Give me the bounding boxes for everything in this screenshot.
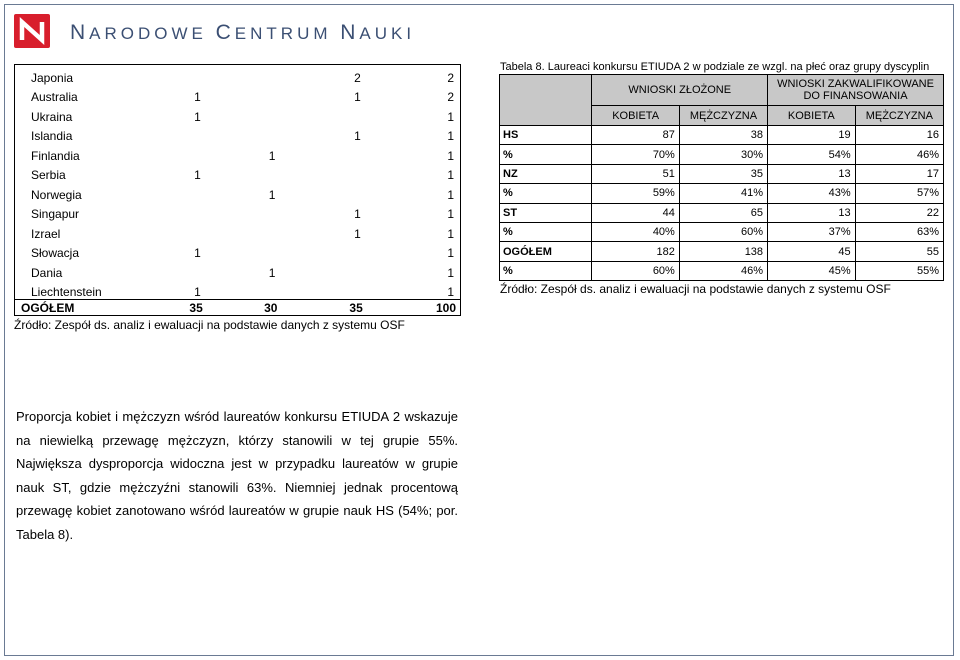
count-cell bbox=[207, 65, 282, 85]
count-cell: 1 bbox=[354, 129, 361, 143]
country-name: Ukraina bbox=[15, 104, 143, 124]
country-name: Singapur bbox=[15, 202, 143, 222]
count-cell: 35 bbox=[281, 300, 366, 316]
count-cell: 1 bbox=[367, 241, 461, 261]
count-cell: 1 bbox=[367, 143, 461, 163]
col-header: MĘŻCZYZNA bbox=[855, 106, 943, 126]
count-cell: 1 bbox=[367, 280, 461, 300]
count-cell bbox=[281, 260, 366, 280]
count-cell: 1 bbox=[367, 182, 461, 202]
count-cell: 35 bbox=[143, 300, 207, 316]
country-name: Australia bbox=[15, 85, 143, 105]
value-cell: 87 bbox=[592, 126, 679, 145]
row-label: % bbox=[500, 184, 592, 203]
count-cell bbox=[207, 221, 282, 241]
count-cell bbox=[143, 221, 207, 241]
value-cell: 70% bbox=[592, 145, 679, 164]
count-cell bbox=[207, 124, 282, 144]
table-row bbox=[15, 85, 461, 105]
total-row bbox=[15, 300, 461, 316]
country-table bbox=[14, 64, 461, 316]
value-cell: 30% bbox=[679, 145, 767, 164]
count-cell bbox=[143, 65, 207, 85]
table-row bbox=[15, 65, 461, 85]
value-cell: 182 bbox=[592, 242, 679, 261]
count-cell: 100 bbox=[367, 300, 461, 316]
value-cell: 22 bbox=[855, 203, 943, 222]
count-cell: 1 bbox=[268, 148, 276, 163]
org-name: NARODOWE CENTRUM NAUKI bbox=[70, 21, 416, 44]
value-cell: 13 bbox=[768, 164, 856, 183]
table-row bbox=[500, 222, 944, 241]
count-cell: 1 bbox=[367, 260, 461, 280]
table-row bbox=[15, 241, 461, 261]
value-cell: 45 bbox=[768, 242, 856, 261]
count-cell bbox=[281, 182, 366, 202]
value-cell: 138 bbox=[679, 242, 767, 261]
count-cell: 1 bbox=[367, 104, 461, 124]
row-label: % bbox=[500, 261, 592, 280]
value-cell: 57% bbox=[855, 184, 943, 203]
value-cell: 51 bbox=[592, 164, 679, 183]
count-cell bbox=[143, 124, 207, 144]
col-header: MĘŻCZYZNA bbox=[679, 106, 767, 126]
table-row bbox=[15, 202, 461, 222]
table-row bbox=[15, 143, 461, 163]
count-cell: 1 bbox=[367, 221, 461, 241]
table-row bbox=[500, 126, 944, 145]
left-source-note: Źródło: Zespół ds. analiz i ewaluacji na podstawie danych z systemu OSF bbox=[14, 318, 405, 332]
count-cell bbox=[207, 104, 282, 124]
value-cell: 13 bbox=[768, 203, 856, 222]
count-cell: 1 bbox=[194, 246, 201, 260]
value-cell: 60% bbox=[679, 222, 767, 241]
table-row bbox=[15, 124, 461, 144]
count-cell: 1 bbox=[354, 90, 361, 104]
table-row bbox=[15, 260, 461, 280]
table-row bbox=[15, 221, 461, 241]
country-name: Japonia bbox=[15, 65, 143, 85]
value-cell: 35 bbox=[679, 164, 767, 183]
table-row bbox=[15, 104, 461, 124]
value-cell: 54% bbox=[768, 145, 856, 164]
country-name: Norwegia bbox=[15, 182, 143, 202]
count-cell: 1 bbox=[268, 187, 276, 202]
table-row bbox=[500, 184, 944, 203]
count-cell bbox=[281, 280, 366, 300]
count-cell bbox=[281, 241, 366, 261]
header bbox=[14, 14, 454, 54]
count-cell: 1 bbox=[354, 207, 361, 221]
value-cell: 46% bbox=[679, 261, 767, 280]
value-cell: 43% bbox=[768, 184, 856, 203]
count-cell: 1 bbox=[194, 168, 201, 182]
table-row bbox=[15, 182, 461, 202]
right-source-note: Źródło: Zespół ds. analiz i ewaluacji na podstawie danych z systemu OSF bbox=[500, 282, 891, 296]
value-cell: 46% bbox=[855, 145, 943, 164]
value-cell: 45% bbox=[768, 261, 856, 280]
country-name: OGÓŁEM bbox=[15, 300, 143, 316]
count-cell bbox=[143, 182, 207, 202]
count-cell bbox=[207, 202, 282, 222]
row-label: NZ bbox=[500, 164, 592, 183]
count-cell: 1 bbox=[268, 265, 276, 280]
table-row bbox=[15, 280, 461, 300]
value-cell: 59% bbox=[592, 184, 679, 203]
country-name: Liechtenstein bbox=[15, 280, 143, 300]
laureates-table bbox=[499, 74, 944, 281]
country-name: Serbia bbox=[15, 163, 143, 183]
count-cell: 1 bbox=[194, 285, 201, 299]
count-cell bbox=[143, 202, 207, 222]
country-name: Słowacja bbox=[15, 241, 143, 261]
country-name: Islandia bbox=[15, 124, 143, 144]
count-cell bbox=[207, 163, 282, 183]
value-cell: 19 bbox=[768, 126, 856, 145]
table-caption: Tabela 8. Laureaci konkursu ETIUDA 2 w podziale ze wzgl. na płeć oraz grupy dyscyplin bbox=[500, 61, 930, 73]
table-row bbox=[500, 242, 944, 261]
country-name: Izrael bbox=[15, 221, 143, 241]
count-cell bbox=[207, 280, 282, 300]
col-header: KOBIETA bbox=[592, 106, 679, 126]
row-label: OGÓŁEM bbox=[500, 242, 592, 261]
value-cell: 17 bbox=[855, 164, 943, 183]
row-label: ST bbox=[500, 203, 592, 222]
value-cell: 44 bbox=[592, 203, 679, 222]
group-header-submitted: WNIOSKI ZŁOŻONE bbox=[592, 75, 768, 106]
ncn-logo-icon bbox=[14, 14, 50, 48]
count-cell: 1 bbox=[194, 109, 201, 124]
country-name: Dania bbox=[15, 260, 143, 280]
value-cell: 63% bbox=[855, 222, 943, 241]
count-cell bbox=[281, 143, 366, 163]
country-name: Finlandia bbox=[15, 143, 143, 163]
count-cell: 1 bbox=[367, 124, 461, 144]
count-cell: 2 bbox=[367, 65, 461, 85]
corner-cell bbox=[500, 75, 592, 126]
group-header-qualified: WNIOSKI ZAKWALIFIKOWANE DO FINANSOWANIA bbox=[768, 75, 944, 106]
value-cell: 65 bbox=[679, 203, 767, 222]
count-cell bbox=[281, 104, 366, 124]
count-cell: 1 bbox=[367, 163, 461, 183]
count-cell bbox=[281, 163, 366, 183]
value-cell: 38 bbox=[679, 126, 767, 145]
value-cell: 55% bbox=[855, 261, 943, 280]
value-cell: 60% bbox=[592, 261, 679, 280]
value-cell: 40% bbox=[592, 222, 679, 241]
count-cell: 1 bbox=[354, 226, 361, 241]
table-row bbox=[500, 261, 944, 280]
value-cell: 55 bbox=[855, 242, 943, 261]
count-cell: 30 bbox=[207, 300, 282, 316]
table-row bbox=[500, 145, 944, 164]
count-cell bbox=[143, 143, 207, 163]
count-cell bbox=[207, 241, 282, 261]
body-paragraph: Proporcja kobiet i mężczyzn wśród laureatów konkursu ETIUDA 2 wskazuje na niewielką przewagę mężczyzn, którzy stanowili w tej grupie 55%. Największa dysproporcja widoczna jest w przypadku laureatów w grupie nauk ST, gdzie mężczyźni stanowili 63%. Niemniej jednak procentową przewagę kobiet zanotowano wśród laureatów w grupie nauk HS (54%; por. Tabela 8). bbox=[16, 409, 458, 542]
table-row bbox=[500, 203, 944, 222]
row-label: % bbox=[500, 222, 592, 241]
value-cell: 41% bbox=[679, 184, 767, 203]
table-row bbox=[15, 163, 461, 183]
count-cell: 2 bbox=[367, 85, 461, 105]
row-label: % bbox=[500, 145, 592, 164]
count-cell bbox=[207, 85, 282, 105]
count-cell bbox=[143, 260, 207, 280]
count-cell: 1 bbox=[367, 202, 461, 222]
col-header: KOBIETA bbox=[768, 106, 856, 126]
table-row bbox=[500, 164, 944, 183]
value-cell: 16 bbox=[855, 126, 943, 145]
count-cell: 2 bbox=[281, 65, 366, 85]
value-cell: 37% bbox=[768, 222, 856, 241]
count-cell: 1 bbox=[194, 90, 201, 104]
row-label: HS bbox=[500, 126, 592, 145]
